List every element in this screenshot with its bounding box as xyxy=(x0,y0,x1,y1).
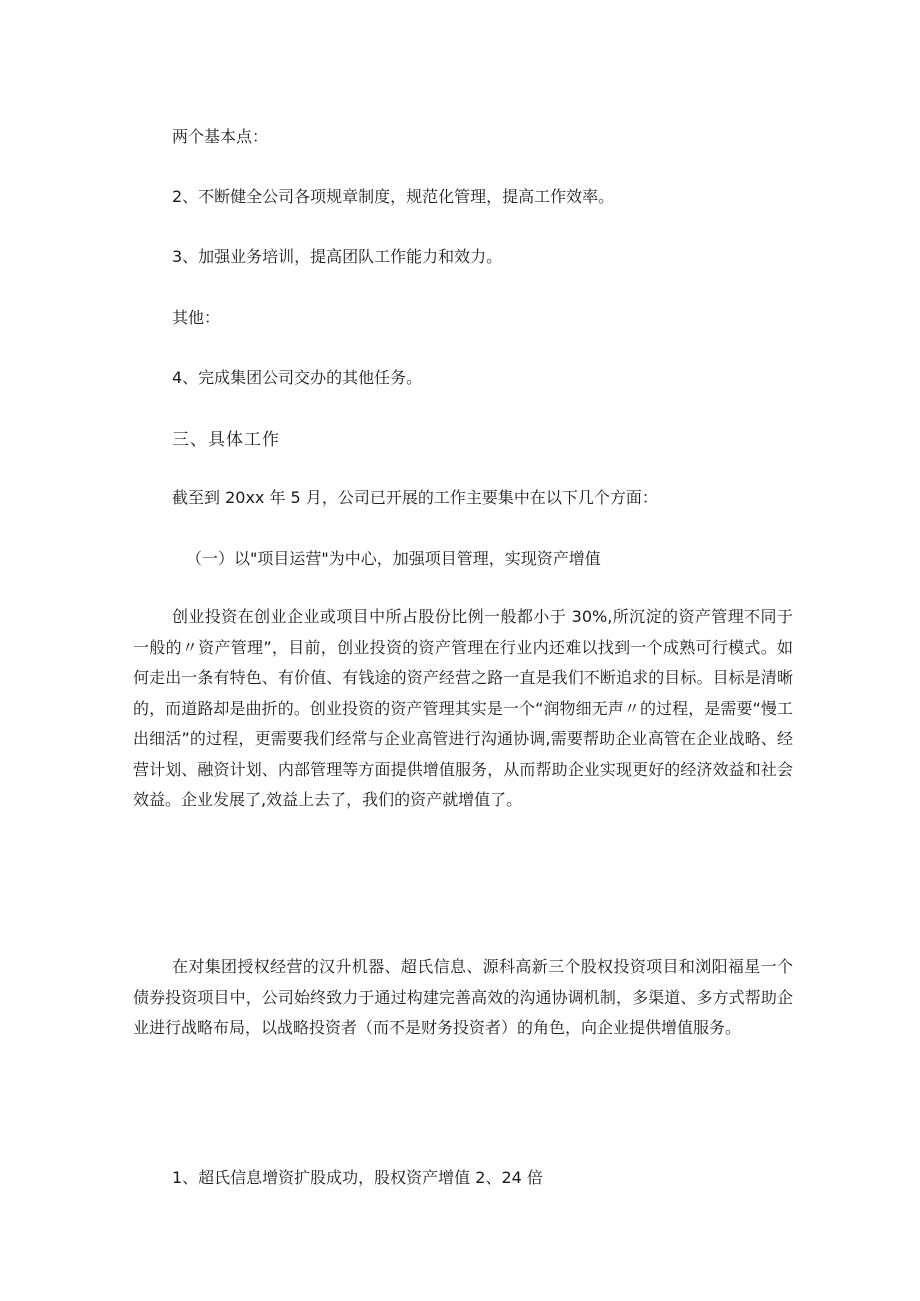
list-item-4: 4、完成集团公司交办的其他任务。 xyxy=(172,368,423,387)
subsection-heading: （一）以"项目运营"为中心，加强项目管理，实现资产增值 xyxy=(186,549,601,568)
other-heading: 其他： xyxy=(172,308,221,327)
body-paragraph-1: 创业投资在创业企业或项目中所占股份比例一般都小于 30%,所沉淀的资产管理不同于一般的〃资产管理”，目前，创业投资的资产管理在行业内还难以找到一个成熟可行模式。如何走出一条有特色、有价值、有钱途的资产经营之路一直是我们不断追求的目标。目标是清晰的，而道路却是曲折的。创业投资的资产管理其实是一个“润物细无声〃的过程，是需要“慢工出细活”的过程，更需要我们经常与企业高管进行沟通协调,需要帮助企业高管在企业战略、经营计划、融资计划、内部管理等方面提供增值服务，从而帮助企业实现更好的经济效益和社会效益。企业发展了,效益上去了，我们的资产就增值了。 xyxy=(133,607,793,809)
intro-sentence: 截至到 20xx 年 5 月，公司已开展的工作主要集中在以下几个方面： xyxy=(172,488,658,507)
list-item-3: 3、加强业务培训，提高团队工作能力和效力。 xyxy=(172,247,503,266)
section-heading: 三、具体工作 xyxy=(172,430,280,450)
basic-points-heading: 两个基本点： xyxy=(172,127,269,146)
list-item-1: 1、超氏信息增资扩股成功，股权资产增值 2、24 倍 xyxy=(172,1168,543,1187)
list-item-2: 2、不断健全公司各项规章制度，规范化管理，提高工作效率。 xyxy=(172,187,615,206)
body-paragraph-2: 在对集团授权经营的汉升机器、超氏信息、源科高新三个股权投资项目和浏阳福星一个债券投资项目中，公司始终致力于通过构建完善高效的沟通协调机制，多渠道、多方式帮助企业进行战略布局，以战略投资者（而不是财务投资者）的角色，向企业提供增值服务。 xyxy=(133,957,793,1037)
